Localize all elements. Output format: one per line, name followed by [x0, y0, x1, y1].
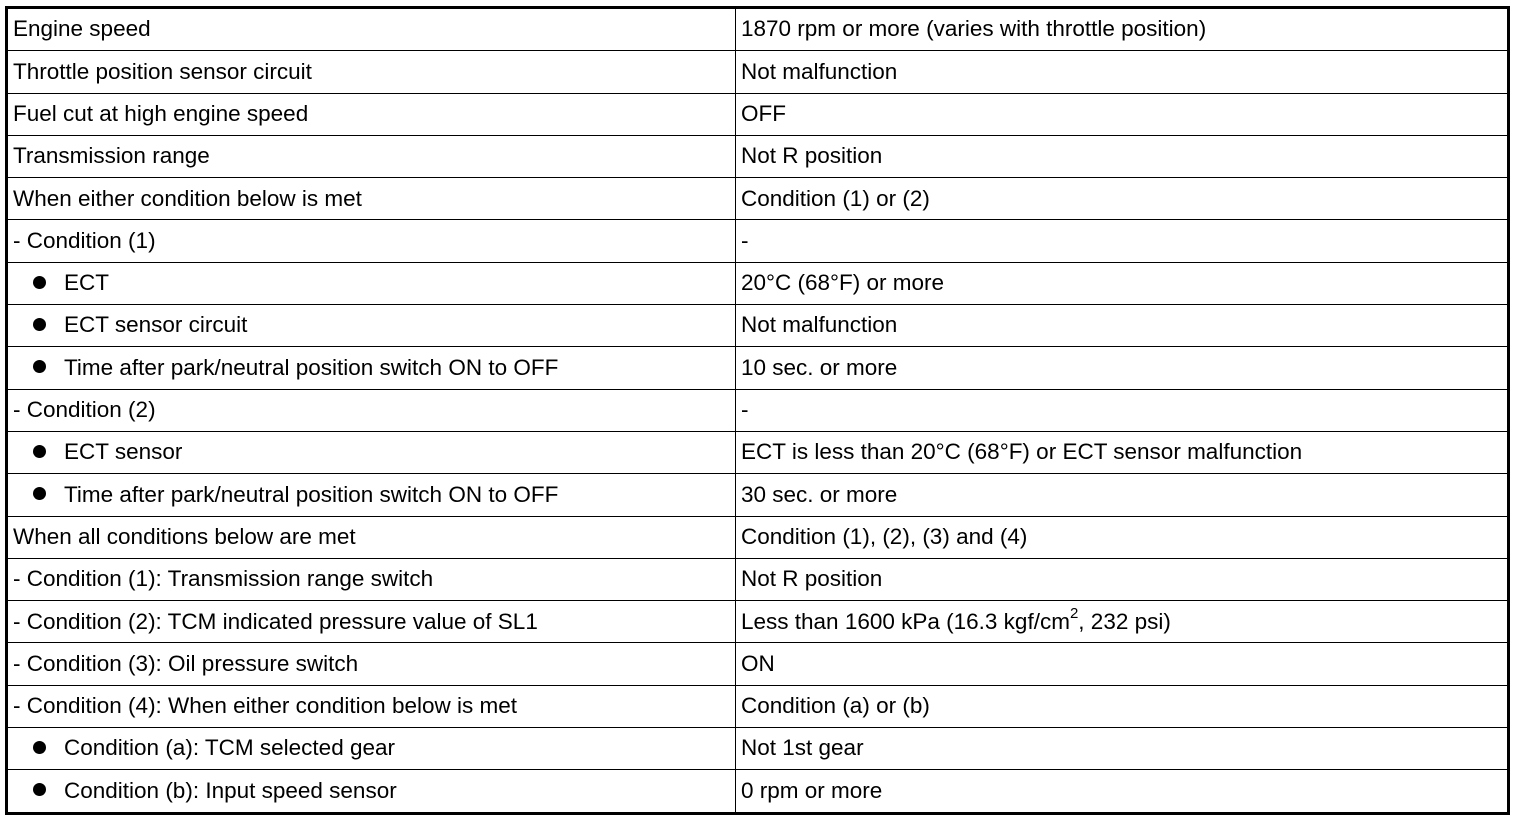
bullet-icon [33, 276, 46, 289]
conditions-table-body [7, 8, 1509, 814]
table-row [7, 8, 1509, 51]
condition-text: 1870 rpm or more (varies with throttle position) [741, 16, 1207, 42]
condition-text: Condition (1), (2), (3) and (4) [741, 523, 1028, 549]
table-row [7, 474, 1509, 516]
item-cell [7, 474, 736, 516]
condition-cell [736, 431, 1509, 473]
item-cell [7, 643, 736, 685]
table-row [7, 558, 1509, 600]
condition-text-tail: , 232 psi) [1078, 608, 1171, 634]
item-cell [7, 8, 736, 51]
table-row [7, 770, 1509, 813]
item-cell [7, 770, 736, 813]
item-text: - Condition (2) [13, 397, 156, 423]
condition-cell [736, 516, 1509, 558]
condition-text: ECT is less than 20°C (68°F) or ECT sensor malfunction [741, 439, 1303, 465]
item-text: Time after park/neutral position switch ON to OFF [64, 354, 559, 380]
condition-cell [736, 728, 1509, 770]
condition-text: Not R position [741, 143, 883, 169]
item-text: - Condition (3): Oil pressure switch [13, 650, 359, 676]
bullet-icon [33, 360, 46, 373]
table-row [7, 305, 1509, 347]
item-cell [7, 262, 736, 304]
condition-text: Condition (a) or (b) [741, 693, 930, 719]
item-cell [7, 305, 736, 347]
table-row [7, 51, 1509, 93]
item-text: Condition (a): TCM selected gear [64, 735, 395, 761]
item-text: - Condition (1) [13, 227, 156, 253]
condition-text: 10 sec. or more [741, 354, 898, 380]
item-cell [7, 220, 736, 262]
table-row [7, 601, 1509, 643]
condition-text: 20°C (68°F) or more [741, 270, 945, 296]
condition-text: ON [741, 650, 775, 676]
item-cell [7, 728, 736, 770]
condition-text: Not malfunction [741, 312, 898, 338]
condition-cell [736, 51, 1509, 93]
table-row [7, 135, 1509, 177]
condition-cell [736, 389, 1509, 431]
condition-cell [736, 643, 1509, 685]
table-row [7, 178, 1509, 220]
condition-cell [736, 220, 1509, 262]
table-row [7, 347, 1509, 389]
condition-text: Less than 1600 kPa (16.3 kgf/cm [741, 608, 1070, 634]
condition-text: Condition (1) or (2) [741, 185, 930, 211]
item-text: Time after park/neutral position switch ON to OFF [64, 481, 559, 507]
table-row [7, 93, 1509, 135]
condition-cell [736, 305, 1509, 347]
item-cell [7, 685, 736, 727]
item-cell [7, 93, 736, 135]
item-text: Throttle position sensor circuit [13, 58, 312, 84]
condition-cell [736, 770, 1509, 813]
item-text: Transmission range [13, 143, 210, 169]
condition-cell [736, 558, 1509, 600]
table-row [7, 728, 1509, 770]
condition-cell [736, 135, 1509, 177]
item-text: - Condition (4): When either condition below is met [13, 693, 517, 719]
condition-text: Not 1st gear [741, 735, 864, 761]
item-text: ECT [64, 270, 109, 296]
table-row [7, 685, 1509, 727]
item-cell [7, 51, 736, 93]
item-text: Engine speed [13, 16, 151, 42]
condition-text: Not malfunction [741, 58, 898, 84]
bullet-icon [33, 783, 46, 796]
item-text: ECT sensor circuit [64, 312, 248, 338]
table-row [7, 262, 1509, 304]
item-text: ECT sensor [64, 439, 183, 465]
condition-text: - [741, 397, 749, 423]
condition-cell [736, 347, 1509, 389]
condition-text: 0 rpm or more [741, 777, 883, 803]
item-cell [7, 516, 736, 558]
item-cell [7, 178, 736, 220]
table-row [7, 220, 1509, 262]
superscript-exponent: 2 [1069, 605, 1079, 623]
condition-cell [736, 601, 1509, 643]
item-cell [7, 601, 736, 643]
condition-cell [736, 8, 1509, 51]
item-cell [7, 135, 736, 177]
item-cell [7, 431, 736, 473]
condition-cell [736, 474, 1509, 516]
condition-text: - [741, 227, 749, 253]
condition-text: 30 sec. or more [741, 481, 898, 507]
table-row [7, 389, 1509, 431]
item-cell [7, 347, 736, 389]
conditions-table [5, 6, 1510, 815]
item-cell [7, 558, 736, 600]
table-row [7, 643, 1509, 685]
condition-text: Not R position [741, 566, 883, 592]
item-text: - Condition (1): Transmission range switch [13, 566, 434, 592]
table-row [7, 431, 1509, 473]
condition-cell [736, 93, 1509, 135]
item-cell [7, 389, 736, 431]
bullet-icon [33, 318, 46, 331]
condition-cell [736, 685, 1509, 727]
bullet-icon [33, 741, 46, 754]
condition-cell [736, 178, 1509, 220]
condition-text: OFF [741, 100, 786, 126]
condition-cell [736, 262, 1509, 304]
item-text: When all conditions below are met [13, 523, 356, 549]
bullet-icon [33, 445, 46, 458]
item-text: Fuel cut at high engine speed [13, 100, 309, 126]
item-text: Condition (b): Input speed sensor [64, 777, 397, 803]
bullet-icon [33, 487, 46, 500]
item-text: When either condition below is met [13, 185, 362, 211]
table-row [7, 516, 1509, 558]
item-text: - Condition (2): TCM indicated pressure value of SL1 [13, 608, 538, 634]
